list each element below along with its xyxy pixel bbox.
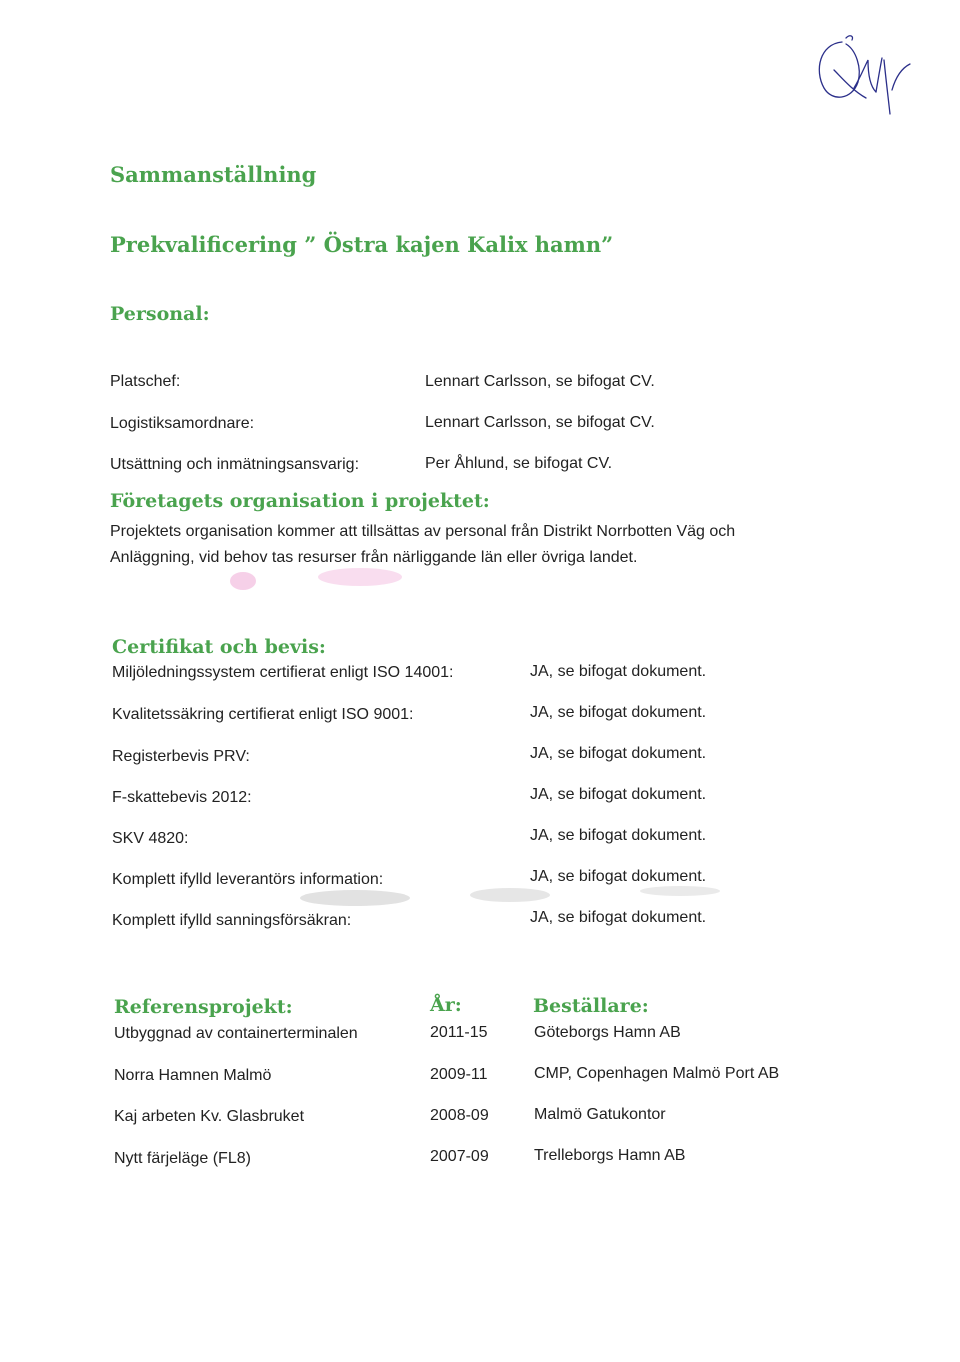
organisation-text-line: Anläggning, vid behov tas resurser från närliggande län eller övriga landet.	[110, 549, 638, 566]
referens-project: Utbyggnad av containerterminalen	[114, 1025, 358, 1042]
referens-year: 2011-15	[430, 1024, 488, 1041]
certifikat-value: JA, se bifogat dokument.	[530, 704, 707, 721]
organisation-text-line: Projektets organisation kommer att tillsättas av personal från Distrikt Norrbotten Väg och	[110, 523, 736, 540]
certifikat-value: JA, se bifogat dokument.	[530, 909, 707, 926]
document-title: Sammanställning	[110, 162, 317, 187]
referens-heading: Referensprojekt:	[114, 996, 293, 1018]
referens-year: 2007-09	[430, 1148, 489, 1165]
personal-heading: Personal:	[110, 303, 210, 325]
certifikat-label: Komplett ifylld leverantörs information:	[112, 871, 384, 888]
referens-project: Kaj arbeten Kv. Glasbruket	[114, 1108, 305, 1125]
personal-value: Lennart Carlsson, se bifogat CV.	[425, 414, 655, 431]
scan-smudge	[470, 888, 550, 902]
scan-smudge	[230, 572, 256, 590]
referens-client: Göteborgs Hamn AB	[534, 1024, 681, 1041]
certifikat-heading: Certifikat och bevis:	[112, 636, 326, 658]
personal-value: Per Åhlund, se bifogat CV.	[425, 455, 613, 472]
referens-year: 2008-09	[430, 1107, 489, 1124]
referens-project: Norra Hamnen Malmö	[114, 1067, 272, 1084]
referens-client: Malmö Gatukontor	[534, 1106, 666, 1123]
certifikat-value: JA, se bifogat dokument.	[530, 868, 707, 885]
certifikat-label: F-skattebevis 2012:	[112, 789, 252, 806]
referens-project: Nytt färjeläge (FL8)	[114, 1150, 251, 1167]
scan-smudge	[640, 886, 720, 896]
certifikat-label: Kvalitetssäkring certifierat enligt ISO 9001:	[112, 706, 414, 723]
client-heading: Beställare:	[533, 995, 649, 1017]
organisation-heading: Företagets organisation i projektet:	[110, 490, 490, 512]
certifikat-value: JA, se bifogat dokument.	[530, 663, 707, 680]
referens-client: CMP, Copenhagen Malmö Port AB	[534, 1065, 780, 1082]
certifikat-label: Komplett ifylld sanningsförsäkran:	[112, 912, 352, 929]
scan-smudge	[318, 568, 402, 586]
personal-label: Platschef:	[110, 373, 181, 390]
certifikat-value: JA, se bifogat dokument.	[530, 786, 707, 803]
referens-year: 2009-11	[430, 1066, 488, 1083]
scan-smudge	[300, 890, 410, 906]
referens-client: Trelleborgs Hamn AB	[534, 1147, 686, 1164]
certifikat-value: JA, se bifogat dokument.	[530, 745, 707, 762]
handwritten-initials-icon	[812, 30, 924, 120]
year-heading: År:	[430, 994, 462, 1016]
personal-value: Lennart Carlsson, se bifogat CV.	[425, 373, 655, 390]
certifikat-label: Miljöledningssystem certifierat enligt ISO 14001:	[112, 664, 454, 681]
certifikat-label: SKV 4820:	[112, 830, 189, 847]
document-subtitle: Prekvalificering ” Östra kajen Kalix hamn”	[110, 232, 614, 257]
personal-label: Logistiksamordnare:	[110, 415, 255, 432]
certifikat-value: JA, se bifogat dokument.	[530, 827, 707, 844]
personal-label: Utsättning och inmätningsansvarig:	[110, 456, 360, 473]
certifikat-label: Registerbevis PRV:	[112, 748, 250, 765]
